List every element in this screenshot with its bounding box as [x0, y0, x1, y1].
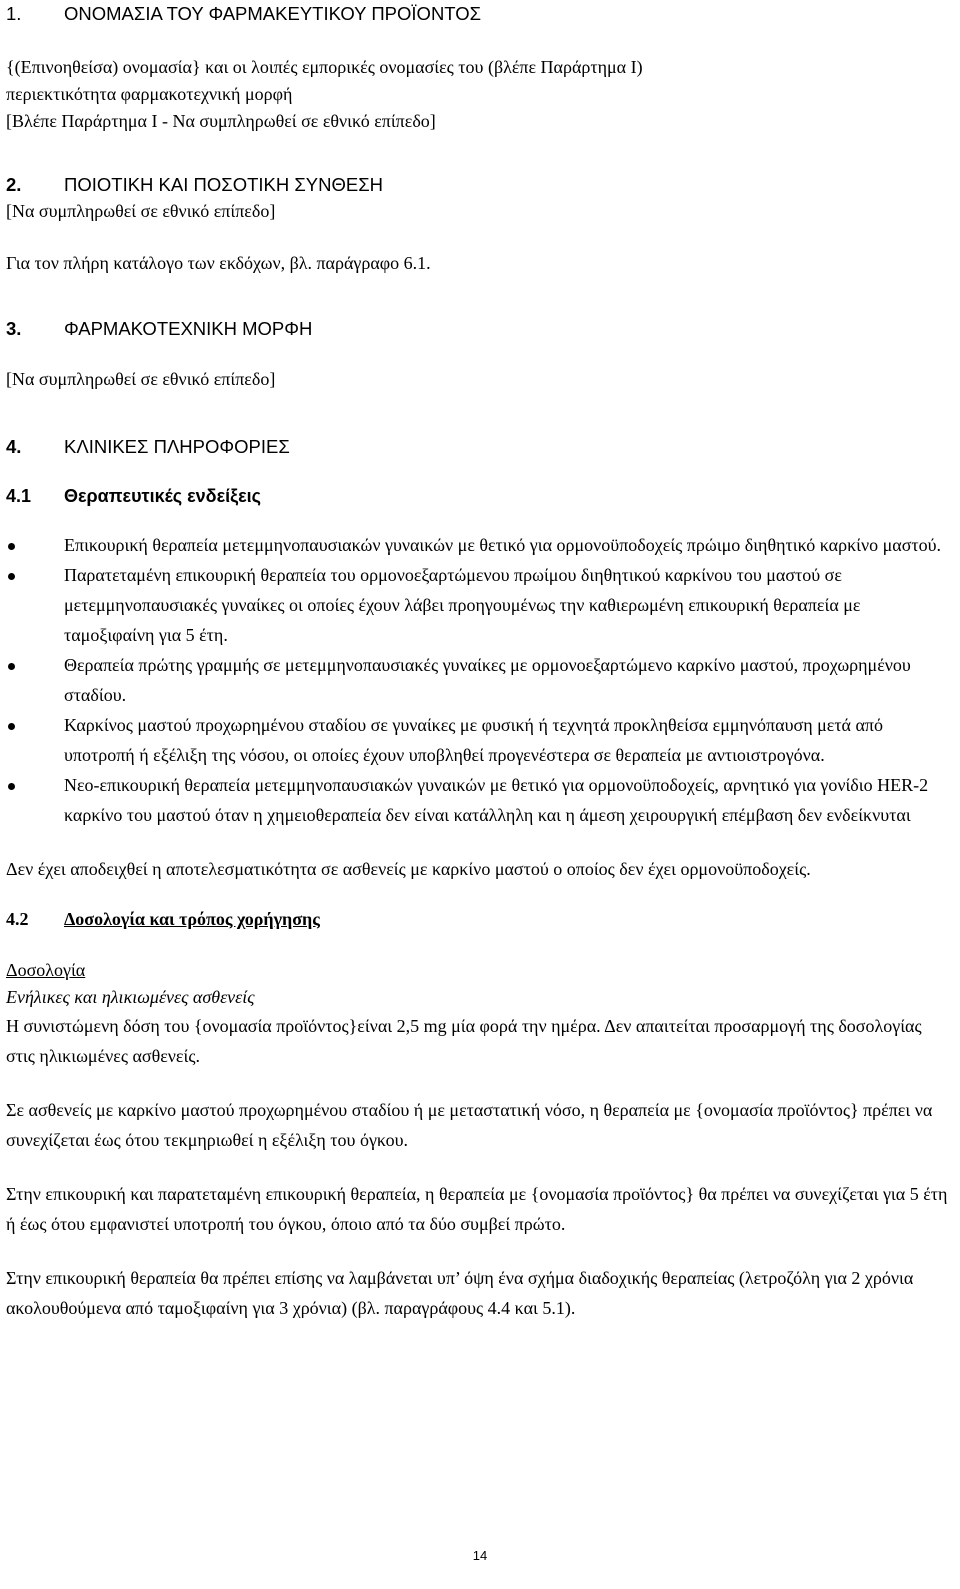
section-3-national-line: [Να συμπληρωθεί σε εθνικό επίπεδο]	[6, 369, 276, 389]
section-2-number: 2.	[6, 174, 22, 195]
list-item	[6, 770, 950, 830]
bullet-icon	[8, 573, 15, 580]
excipients-reference-line: Για τον πλήρη κατάλογο των εκδόχων, βλ. παράγραφο 6.1.	[6, 253, 431, 273]
section-2-national-line: [Να συμπληρωθεί σε εθνικό επίπεδο]	[6, 201, 276, 221]
document-page	[6, 0, 950, 1323]
product-name-line: {(Επινοηθείσα) ονομασία} και οι λοιπές εμπορικές ονομασίες του (βλέπε Παράρτημα I)	[6, 57, 643, 77]
section-4-heading	[6, 433, 950, 460]
section-4-2-heading	[6, 906, 950, 933]
strength-form-line: περιεκτικότητα φαρμακοτεχνική μορφή	[6, 84, 293, 104]
indication-text: Νεο-επικουρική θεραπεία μετεμμηνοπαυσιακών γυναικών με θετικό για ορμονοϋποδοχείς, αρνητικό για γονίδιο HER-2 καρκίνο του μαστού όταν η χημειοθεραπεία δεν είναι κατάλληλη και η άμεση χειρουργική επέμβαση δεν ενδείκνυται	[64, 775, 929, 825]
adults-elderly-heading: Ενήλικες και ηλικιωμένες ασθενείς	[6, 987, 255, 1007]
section-3-heading	[6, 315, 950, 342]
indication-text: Παρατεταμένη επικουρική θεραπεία του ορμονοεξαρτώμενου πρωίμου διηθητικού καρκίνου του μαστού σε μετεμμηνοπαυσιακές γυναίκες οι οποίες έχουν λάβει προηγουμένως την καθιερωμένη επικουρική θεραπεία με ταμοξιφαίνη για 5 έτη.	[64, 565, 861, 645]
section-4-1-title: Θεραπευτικές ενδείξεις	[64, 486, 262, 506]
posology-subheading: Δοσολογία	[6, 960, 86, 980]
section-3-number: 3.	[6, 318, 22, 339]
section-4-1-heading	[6, 483, 950, 510]
bullet-icon	[8, 543, 15, 550]
section-1-heading	[6, 0, 950, 27]
adjuvant-paragraph: Στην επικουρική και παρατεταμένη επικουρική θεραπεία, η θεραπεία με {ονομασία προϊόντος} θα πρέπει να συνεχίζεται για 5 έτη ή έως ότου εμφανιστεί υποτροπή του όγκου, όποιο από τα δύο συμβεί πρώτο.	[6, 1184, 948, 1234]
sequential-paragraph: Στην επικουρική θεραπεία θα πρέπει επίσης να λαμβάνεται υπ’ όψη ένα σχήμα διαδοχικής θεραπείας (λετροζόλη για 2 χρόνια ακολουθούμενα από ταμοξιφαίνη για 3 χρόνια) (βλ. παραγράφους 4.4 και 5.1).	[6, 1268, 914, 1318]
list-item	[6, 710, 950, 770]
indication-text: Θεραπεία πρώτης γραμμής σε μετεμμηνοπαυσιακές γυναίκες με ορμονοεξαρτώμενο καρκίνο μαστού, προχωρημένου σταδίου.	[64, 655, 911, 705]
bullet-icon	[8, 663, 15, 670]
section-1-number: 1.	[6, 3, 22, 24]
section-2-title: ΠΟΙΟΤΙΚΗ ΚΑΙ ΠΟΣΟΤΙΚΗ ΣΥΝΘΕΣΗ	[64, 174, 384, 195]
efficacy-note: Δεν έχει αποδειχθεί η αποτελεσματικότητα σε ασθενείς με καρκίνο μαστού ο οποίος δεν έχει ορμονοϋποδοχείς.	[6, 859, 811, 879]
annex-reference-line: [Βλέπε Παράρτημα I - Να συμπληρωθεί σε εθνικό επίπεδο]	[6, 111, 436, 131]
bullet-icon	[8, 723, 15, 730]
bullet-icon	[8, 783, 15, 790]
dosage-paragraph: Η συνιστώμενη δόση του {ονομασία προϊόντος}είναι 2,5 mg μία φορά την ημέρα. Δεν απαιτείται προσαρμογή της δοσολογίας στις ηλικιωμένες ασθενείς.	[6, 1016, 922, 1066]
section-2-heading	[6, 171, 950, 198]
advanced-cancer-paragraph: Σε ασθενείς με καρκίνο μαστού προχωρημένου σταδίου ή με μεταστατική νόσο, η θεραπεία με {ονομασία προϊόντος} πρέπει να συνεχίζεται έως ότου τεκμηριωθεί η εξέλιξη του όγκου.	[6, 1100, 933, 1150]
page-number: 14	[472, 1548, 488, 1563]
section-4-2-number: 4.2	[6, 909, 29, 929]
section-4-number: 4.	[6, 436, 22, 457]
indications-list	[6, 530, 950, 830]
section-4-1-number: 4.1	[6, 486, 32, 506]
section-1-title: ΟΝΟΜΑΣΙΑ ΤΟΥ ΦΑΡΜΑΚΕΥΤΙΚΟΥ ΠΡΟΪΟΝΤΟΣ	[64, 3, 482, 24]
list-item	[6, 530, 950, 560]
indication-text: Επικουρική θεραπεία μετεμμηνοπαυσιακών γυναικών με θετικό για ορμονοϋποδοχείς πρώιμο διηθητικό καρκίνο μαστού.	[64, 535, 942, 555]
section-4-2-title: Δοσολογία και τρόπος χορήγησης	[64, 909, 320, 929]
list-item	[6, 650, 950, 710]
section-4-title: ΚΛΙΝΙΚΕΣ ΠΛΗΡΟΦΟΡΙΕΣ	[64, 436, 290, 457]
section-3-title: ΦΑΡΜΑΚΟΤΕΧΝΙΚΗ ΜΟΡΦΗ	[64, 318, 313, 339]
list-item	[6, 560, 950, 650]
indication-text: Καρκίνος μαστού προχωρημένου σταδίου σε γυναίκες με φυσική ή τεχνητά προκληθείσα εμμηνόπαυση μετά από υποτροπή ή εξέλιξη της νόσου, οι οποίες έχουν υποβληθεί προγενέστερα σε θεραπεία με αντιοιστρογόνα.	[64, 715, 883, 765]
